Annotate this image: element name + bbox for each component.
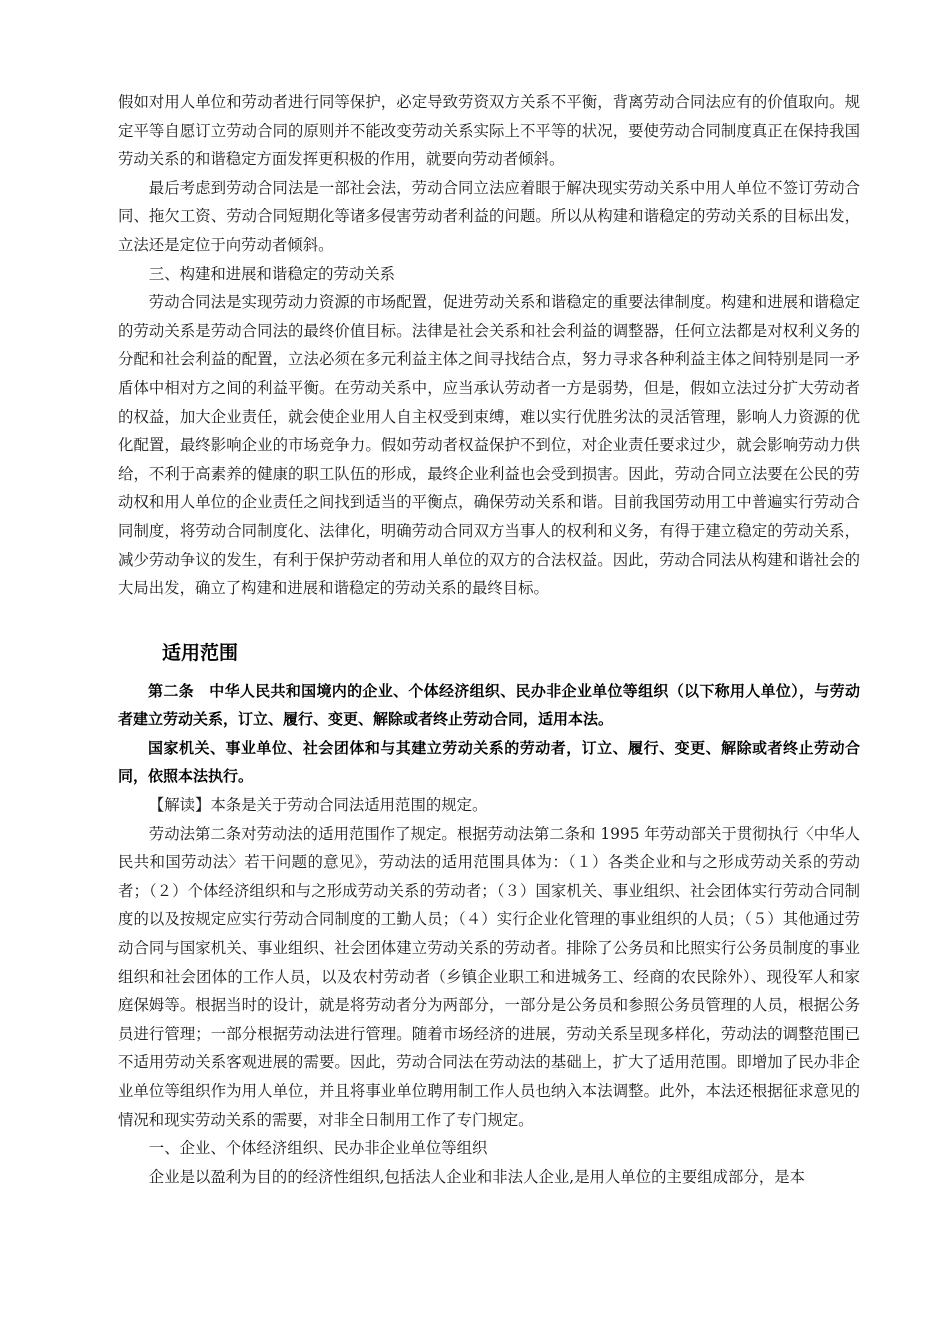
article-two-clause-two: 国家机关、事业单位、社会团体和与其建立劳动关系的劳动者，订立、履行、变更、解除或者终止劳动合同，依照本法执行。 [118, 738, 860, 786]
paragraph: 劳动法第二条对劳动法的适用范围作了规定。根据劳动法第二条和 1995 年劳动部关于贯彻执行〈中华人民共和国劳动法〉若干问题的意见》，劳动法的适用范围具体为：（１）各类企业和与之形成劳动关系的劳动者；（２）个体经济组织和与之形成劳动关系的劳动者；（３）国家机关、事业组织、社会团体实行劳动合同制度的以及按规定应实行劳动合同制度的工勤人员；（４）实行企业化管理的事业组织的人员；（５）其他通过劳动合同与国家机关、事业组织、社会团体建立劳动关系的劳动者。排除了公务员和比照实行公务员制度的事业组织和社会团体的工作人员，以及农村劳动者（乡镇企业职工和进城务工、经商的农民除外）、现役军人和家庭保姆等。根据当时的设计，就是将劳动者分为两部分，一部分是公务员和参照公务员管理的人员，根据公务员进行管理；一部分根据劳动法进行管理。随着市场经济的进展，劳动关系呈现多样化，劳动法的调整范围已不适用劳动关系客观进展的需要。因此，劳动合同法在劳动法的基础上，扩大了适用范围。即增加了民办非企业单位等组织作为用人单位，并且将事业单位聘用制工作人员也纳入本法调整。此外，本法还根据征求意见的情况和现实劳动关系的需要，对非全日制用工作了专门规定。 [118, 824, 860, 1129]
paragraph: 劳动合同法是实现劳动力资源的市场配置，促进劳动关系和谐稳定的重要法律制度。构建和进展和谐稳定的劳动关系是劳动合同法的最终价值目标。法律是社会关系和社会利益的调整器，任何立法都是对权利义务的分配和社会利益的配置，立法必须在多元利益主体之间寻找结合点，努力寻求各种利益主体之间特别是同一矛盾体中相对方之间的利益平衡。在劳动关系中，应当承认劳动者一方是弱势，但是，假如立法过分扩大劳动者的权益，加大企业责任，就会使企业用人自主权受到束缚，难以实行优胜劣汰的灵活管理，影响人力资源的优化配置，最终影响企业的市场竞争力。假如劳动者权益保护不到位，对企业责任要求过少，就会影响劳动力供给，不利于高素养的健康的职工队伍的形成，最终企业利益也会受到损害。因此，劳动合同立法要在公民的劳动权和用人单位的企业责任之间找到适当的平衡点，确保劳动关系和谐。目前我国劳动用工中普遍实行劳动合同制度，将劳动合同制度化、法律化，明确劳动合同双方当事人的权利和义务，有得于建立稳定的劳动关系，减少劳动争议的发生，有利于保护劳动者和用人单位的双方的合法权益。因此，劳动合同法从构建和谐社会的大局出发，确立了构建和进展和谐稳定的劳动关系的最终目标。 [118, 293, 860, 598]
section-heading: 适用范围 [162, 641, 239, 664]
paragraph-continuation: 假如对用人单位和劳动者进行同等保护，必定导致劳资双方关系不平衡，背离劳动合同法应有的价值取向。规定平等自愿订立劳动合同的原则并不能改变劳动关系实际上不平等的状况，要使劳动合同制度真正在保持我国劳动关系的和谐稳定方面发挥更积极的作用，就要向劳动者倾斜。 [118, 93, 860, 169]
subheading-three: 三、构建和进展和谐稳定的劳动关系 [148, 264, 396, 283]
document-body [118, 88, 860, 1191]
paragraph-truncated: 企业是以盈利为目的的经济性组织,包括法人企业和非法人企业,是用人单位的主要组成部分，是本 [148, 1167, 805, 1186]
article-two-clause-one: 第二条 中华人民共和国境内的企业、个体经济组织、民办非企业单位等组织（以下称用人单位），与劳动者建立劳动关系，订立、履行、变更、解除或者终止劳动合同，适用本法。 [118, 681, 860, 729]
paragraph: 最后考虑到劳动合同法是一部社会法，劳动合同立法应着眼于解决现实劳动关系中用人单位不签订劳动合同、拖欠工资、劳动合同短期化等诸多侵害劳动者利益的问题。所以从构建和谐稳定的劳动关系的目标出发，立法还是定位于向劳动者倾斜。 [118, 178, 860, 254]
interpretation-intro: 【解读】本条是关于劳动合同法适用范围的规定。 [148, 796, 488, 815]
subheading-one: 一、企业、个体经济组织、民办非企业单位等组织 [148, 1139, 488, 1158]
